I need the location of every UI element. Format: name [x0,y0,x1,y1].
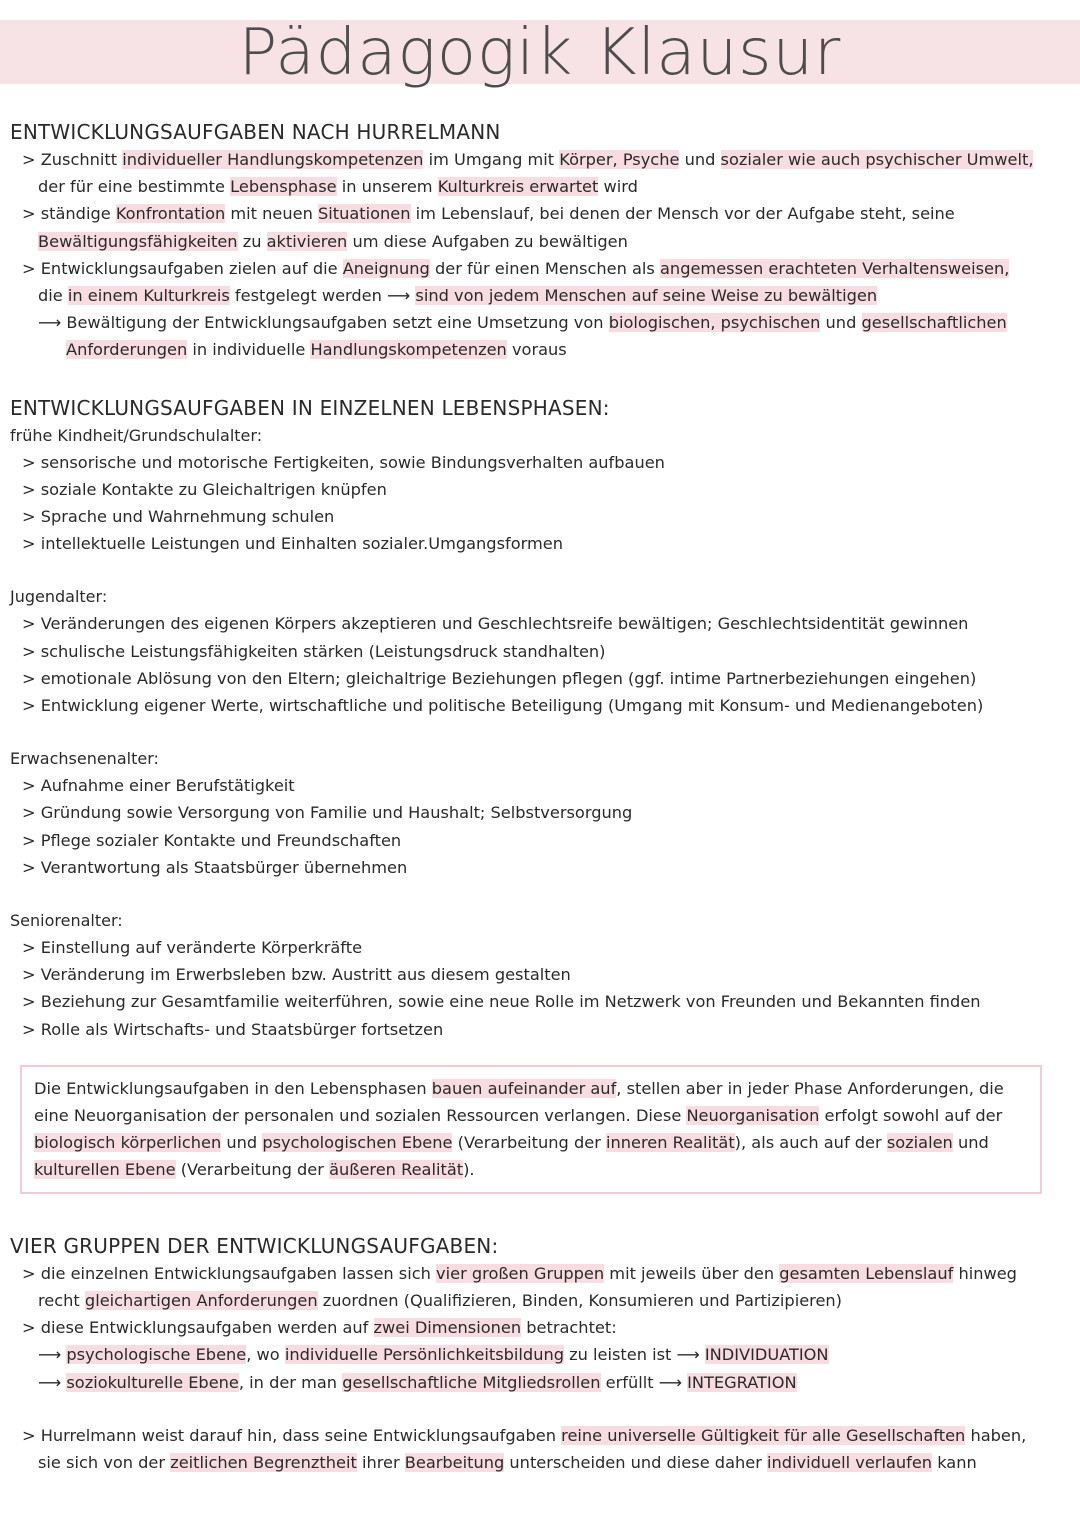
highlighted-text: zwei Dimensionen [373,1318,522,1338]
text-segment: ), als auch auf der [734,1133,887,1153]
text-line [10,200,1070,227]
section-body [10,146,1070,364]
phase-item: > Aufnahme einer Berufstätigkeit [22,776,295,796]
text-segment: der für eine bestimmte [38,177,231,197]
phase-item: > Entwicklung eigener Werte, wirtschaftliche und politische Beteiligung (Umgang mit Konsum- und Medienangeboten) [22,696,984,716]
highlighted-text: äußeren Realität [329,1160,464,1180]
text-segment: > Entwicklungsaufgaben zielen auf die [22,258,343,278]
highlighted-text: Lebensphase [230,177,337,197]
phase-label: Erwachsenenalter: [10,749,159,769]
text-line [10,146,1070,173]
highlighted-text: kulturellen Ebene [34,1160,176,1180]
text-line [10,255,1070,282]
highlighted-text: INDIVIDUATION [704,1345,829,1365]
text-segment: und [820,313,862,333]
text-segment: und [952,1133,989,1153]
text-line [10,1287,1070,1314]
text-line [34,1129,1028,1156]
text-segment: recht [38,1290,85,1310]
highlighted-text: Konfrontation [115,204,226,224]
highlighted-text: Anforderungen [66,340,188,360]
highlighted-text: sind von jedem Menschen auf seine Weise zu bewältigen [415,286,878,306]
text-line [10,1260,1070,1287]
phase-label: Jugendalter: [10,587,108,607]
text-segment: kann [932,1452,977,1472]
text-segment: im Lebenslauf, bei denen der Mensch vor der Aufgabe steht, seine [410,204,955,224]
text-segment: > die einzelnen Entwicklungsaufgaben lassen sich [22,1263,437,1283]
text-segment: Die Entwicklungsaufgaben in den Lebensphasen [34,1078,432,1098]
section-hurrelmann [10,118,1070,364]
phase-label: frühe Kindheit/Grundschulalter: [10,425,263,445]
text-segment: mit jeweils über den [604,1263,780,1283]
text-segment: eine Neuorganisation der personalen und sozialen Ressourcen verlangen. Diese [34,1106,687,1126]
section-heading: VIER GRUPPEN DER ENTWICKLUNGSAUFGABEN: [10,1233,499,1258]
text-line [10,1369,1070,1396]
highlighted-text: individuelle Persönlichkeitsbildung [284,1345,564,1365]
section-heading: ENTWICKLUNGSAUFGABEN NACH HURRELMANN [10,120,501,144]
highlighted-text: bauen aufeinander auf [431,1078,617,1098]
highlighted-text: individuell verlaufen [767,1452,933,1472]
highlighted-text: Aneignung [342,258,430,278]
phase-item: > Verantwortung als Staatsbürger übernehmen [22,857,408,877]
text-line [10,1341,1070,1368]
text-segment: erfolgt sowohl auf der [819,1106,1003,1126]
highlighted-text: zeitlichen Begrenztheit [170,1452,357,1472]
highlighted-text: gleichartigen Anforderungen [84,1290,318,1310]
section-lebensphasen [10,394,1070,1043]
highlighted-text: psychologische Ebene [66,1345,247,1365]
phase-item: > sensorische und motorische Fertigkeiten, sowie Bindungsverhalten aufbauen [22,452,665,472]
text-segment: in individuelle [187,340,311,360]
phase-item: > emotionale Ablösung von den Eltern; gleichaltrige Beziehungen pflegen (ggf. intime Partnerbeziehungen eingehen) [22,668,977,688]
text-segment: , in der man [238,1372,343,1392]
text-segment: in unserem [336,177,438,197]
highlighted-text: sozialer wie auch psychischer Umwelt, [720,150,1034,169]
text-line [10,228,1070,255]
summary-box [20,1065,1042,1194]
text-segment: ). [463,1160,475,1180]
highlighted-text: aktivieren [266,231,348,251]
section-vier-gruppen [10,1232,1070,1476]
text-line [10,1314,1070,1341]
text-segment: unterscheiden und diese daher [504,1452,768,1472]
highlighted-text: Bewältigungsfähigkeiten [38,231,238,251]
phase-item: > Gründung sowie Versorgung von Familie und Haushalt; Selbstversorgung [22,803,633,823]
text-segment: sie sich von der [38,1452,171,1472]
highlighted-text: vier großen Gruppen [436,1263,605,1283]
text-segment: voraus [506,340,567,360]
text-segment: und [679,150,721,169]
highlighted-text: Kulturkreis erwartet [437,177,599,197]
highlighted-text: individueller Handlungskompetenzen [122,150,424,169]
phases-list [10,422,1070,1043]
highlighted-text: in einem Kulturkreis [67,286,230,306]
text-line [10,336,1070,363]
highlighted-text: gesellschaftliche Mitgliedsrollen [342,1372,601,1392]
highlighted-text: inneren Realität [606,1133,735,1153]
text-segment: > Zuschnitt [22,150,123,169]
section-body [10,1260,1070,1396]
text-segment: zu leisten ist ⟶ [563,1345,705,1365]
section-conclusion [10,1422,1070,1476]
text-segment: zuordnen (Qualifizieren, Binden, Konsumieren und Partizipieren) [317,1290,842,1310]
text-segment: erfüllt ⟶ [600,1372,688,1392]
text-segment: > ständige [22,204,116,224]
phase-item: > Pflege sozialer Kontakte und Freundschaften [22,830,402,850]
text-segment: hinweg [953,1263,1017,1283]
text-segment: > Hurrelmann weist darauf hin, dass seine Entwicklungsaufgaben [22,1425,562,1445]
phase-label: Seniorenalter: [10,911,123,931]
text-segment: ⟶ [38,1372,67,1392]
text-line [34,1075,1028,1102]
text-segment: die [38,286,68,306]
phase-item: > Veränderung im Erwerbsleben bzw. Austritt aus diesem gestalten [22,965,571,985]
section-heading: ENTWICKLUNGSAUFGABEN IN EINZELNEN LEBENSPHASEN: [10,395,610,420]
text-segment: , stellen aber in jeder Phase Anforderungen, die [616,1078,1004,1098]
text-segment: festgelegt werden ⟶ [229,286,416,306]
text-segment: wird [598,177,638,197]
text-line [10,309,1070,336]
text-line [34,1156,1028,1183]
text-segment: zu [237,231,267,251]
notes-content [10,118,1070,1476]
text-segment: der für einen Menschen als [429,258,661,278]
phase-item: > soziale Kontakte zu Gleichaltrigen knüpfen [22,479,387,499]
text-segment: und [221,1133,263,1153]
phase-item: > Rolle als Wirtschafts- und Staatsbürger fortsetzen [22,1019,444,1039]
text-line [10,282,1070,309]
highlighted-text: biologischen, psychischen [608,313,821,333]
text-segment: haben, [965,1425,1027,1445]
highlighted-text: Bearbeitung [404,1452,505,1472]
text-segment: ihrer [356,1452,405,1472]
highlighted-text: gesellschaftlichen [861,313,1007,333]
highlighted-text: reine universelle Gültigkeit für alle Gesellschaften [561,1425,966,1445]
text-segment: im Umgang mit [423,150,560,169]
highlighted-text: psychologischen Ebene [262,1133,453,1153]
highlighted-text: Situationen [318,204,411,224]
highlighted-text: soziokulturelle Ebene [66,1372,239,1392]
phase-item: > schulische Leistungsfähigkeiten stärken (Leistungsdruck standhalten) [22,641,606,661]
text-segment: betrachtet: [521,1318,617,1338]
highlighted-text: Handlungskompetenzen [310,340,507,360]
text-line [10,173,1070,200]
highlighted-text: Körper, Psyche [559,150,680,169]
text-segment: > diese Entwicklungsaufgaben werden auf [22,1318,374,1338]
highlighted-text: gesamten Lebenslauf [779,1263,954,1283]
phase-item: > Einstellung auf veränderte Körperkräfte [22,938,363,958]
highlighted-text: angemessen erachteten Verhaltensweisen, [660,258,1010,278]
text-line [34,1102,1028,1129]
highlighted-text: sozialen [886,1133,953,1153]
phase-item: > Veränderungen des eigenen Körpers akzeptieren und Geschlechtsreife bewältigen; Geschlechtsidentität gewinnen [22,614,969,634]
highlighted-text: Neuorganisation [686,1106,820,1126]
highlighted-text: INTEGRATION [687,1372,797,1392]
phase-item: > intellektuelle Leistungen und Einhalten sozialer.Umgangsformen [22,534,563,554]
page-title: Pädagogik Klausur [238,16,842,90]
text-segment: ⟶ Bewältigung der Entwicklungsaufgaben setzt eine Umsetzung von [38,313,609,333]
text-segment: (Verarbeitung der [452,1133,607,1153]
text-segment: , wo [246,1345,285,1365]
text-segment: (Verarbeitung der [175,1160,330,1180]
highlighted-text: biologisch körperlichen [34,1133,222,1153]
phase-item: > Beziehung zur Gesamtfamilie weiterführen, sowie eine neue Rolle im Netzwerk von Freunden und Bekannten finden [22,992,981,1012]
text-line [10,1449,1070,1476]
text-segment: mit neuen [225,204,318,224]
text-line [10,1422,1070,1449]
text-segment: um diese Aufgaben zu bewältigen [347,231,628,251]
phase-item: > Sprache und Wahrnehmung schulen [22,507,335,527]
text-segment: ⟶ [38,1345,67,1365]
